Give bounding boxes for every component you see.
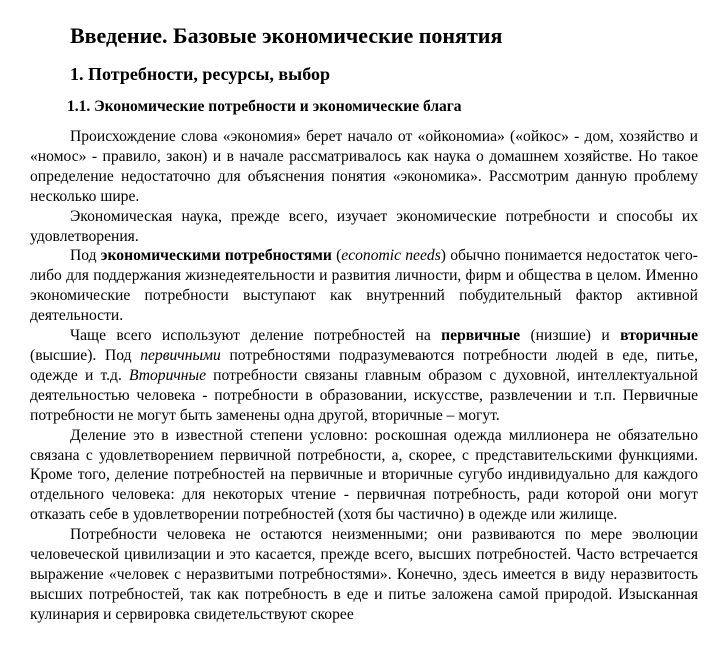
text-run: потребностями подразумеваются потребности людей в еде, питье, одежде и т.д. [30,346,698,384]
text-run: ( [331,247,342,265]
paragraph-primary-secondary [30,326,698,426]
term-primary: первичные [441,327,521,345]
text-run: ) обычно понимается недостаток чего-либо для поддержания жизнедеятельности и развития личности, фирм и общества в целом. Именно экономические потребности выступают как внутренний побудительный фактор активной деятельности. [30,247,698,325]
paragraph-conditional-division: Деление это в известной степени условно: роскошная одежда миллионера не обязательно связана с удовлетворением первичной потребности, а, скорее, с представительскими функциями. Кроме того, деление потребностей на первичные и вторичные сугубо индивидуально для каждого отдельного человека: для некоторых чтение - первичная потребность, ради которой они могут отказать себе в удовлетворении потребностей (хотя бы частично) в одежде или жилище. [30,426,698,524]
paragraph-etymology: Происхождение слова «экономия» берет начало от «ойкономиа» («ойкос» - дом, хозяйство и «номос» - правило, закон) и в начале рассматривалось как наука о домашнем хозяйстве. Но такое определение недостаточно для объяснения понятия «экономика». Рассмотрим данную проблему несколько шире. [30,128,698,205]
text-run: (высшие). Под [30,346,141,364]
text-run: потребности связаны главным образом с духовной, интеллектуальной деятельностью человека - потребности в образовании, искусстве, развлечении и т.п. Первичные потребности не могут быть заменены одна другой, вторичные – могут. [30,366,698,424]
paragraph-evolution-of-needs: Потребности человека не остаются неизменными; они развиваются по мере эволюции человеческой цивилизации и это касается, прежде всего, высших потребностей. Часто встречается выражение «человек с неразвитыми потребностями». Конечно, здесь имеется в виду неразвитость высших потребностей, так как потребность в еде и питье заложена самой природой. Изысканная кулинария и сервировка свидетельствуют скорее [30,526,698,623]
term-secondary-italic: Вторичные [129,366,207,384]
term-economic-needs: экономическими потребностями [100,247,332,265]
paragraph-economics-scope: Экономическая наука, прежде всего, изучает экономические потребности и способы их удовлетворения. [30,207,698,245]
text-run: (низшие) и [520,327,621,345]
term-economic-needs-english: economic needs [341,247,441,265]
text-run: Чаще всего используют деление потребностей на [70,327,442,345]
term-primary-italic: первичными [140,346,221,364]
paragraph-economic-needs-definition [30,246,698,326]
body-text [30,127,698,625]
term-secondary: вторичные [620,327,698,345]
subsection-heading: 1.1. Экономические потребности и экономические блага [67,98,462,115]
text-run: Под [70,247,101,265]
section-heading: 1. Потребности, ресурсы, выбор [70,64,330,84]
document-title: Введение. Базовые экономические понятия [70,23,503,48]
